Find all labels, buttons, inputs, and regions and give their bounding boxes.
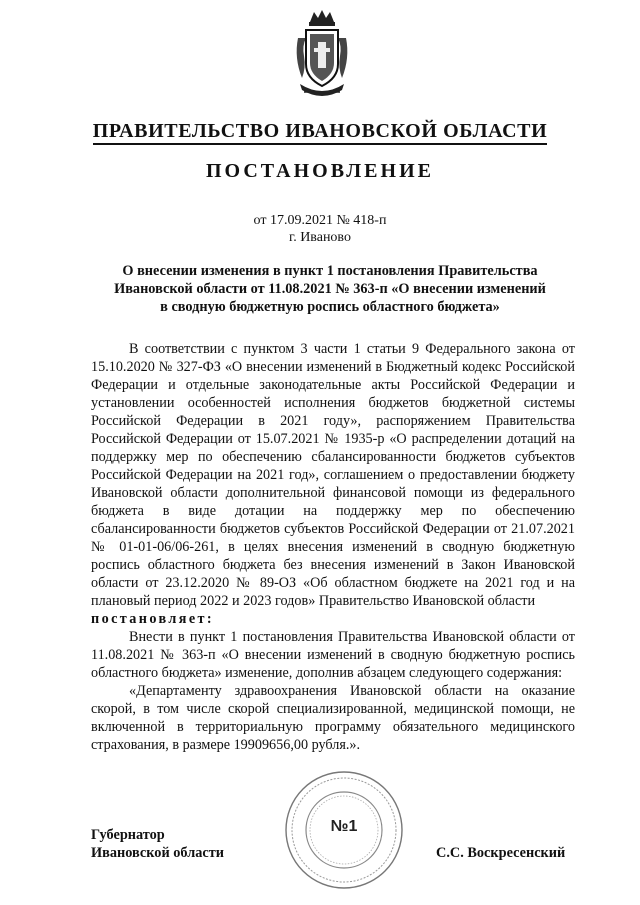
- government-name: ПРАВИТЕЛЬСТВО ИВАНОВСКОЙ ОБЛАСТИ: [93, 120, 548, 145]
- document-date-number: от 17.09.2021 № 418-п: [253, 213, 387, 228]
- coat-of-arms-icon: [292, 8, 352, 100]
- document-meta: [0, 212, 640, 246]
- document-body: [91, 340, 575, 754]
- signatory-name: С.С. Воскресенский: [436, 845, 566, 861]
- subject-line-3: в сводную бюджетную роспись областного бюджета»: [160, 299, 500, 315]
- document-city: г. Иваново: [289, 230, 351, 245]
- official-seal-icon: [282, 768, 406, 892]
- resolves-keyword-line: [91, 610, 575, 628]
- signatory-title-line-1: Губернатор: [91, 827, 165, 843]
- signatory-title-line-2: Ивановской области: [91, 845, 224, 861]
- document-type: ПОСТАНОВЛЕНИЕ: [206, 160, 434, 182]
- seal-number: №1: [330, 818, 358, 835]
- subject-line-1: О внесении изменения в пункт 1 постановления Правительства: [122, 263, 538, 279]
- body-paragraph-amendment: Внести в пункт 1 постановления Правительства Ивановской области от 11.08.2021 № 363-п «О внесении изменений в сводную бюджетную роспись областного бюджета» изменение, дополнив абзацем следующего содержания:: [91, 629, 575, 681]
- body-paragraph-preamble: В соответствии с пунктом 3 части 1 статьи 9 Федерального закона от 15.10.2020 № 327-ФЗ «О внесении изменений в Бюджетный кодекс Российской Федерации и отдельные законодательные акты Российской Федерации и установлении особенностей исполнения бюджетов бюджетной системы Российской Федерации в 2021 году», распоряжением Правительства Российской Федерации от 15.07.2021 № 1935-р «О распределении дотаций на поддержку мер по обеспечению сбалансированности бюджетов субъектов Российской Федерации на 2021 год», соглашением о предоставлении бюджету Ивановской области дополнительной финансовой помощи из федерального бюджета в виде дотации на поддержку мер по обеспечению сбалансированности бюджетов субъектов Российской Федерации от 21.07.2021 № 01-01-06/06-261, в целях внесения изменений в сводную бюджетную роспись областного бюджета без внесения изменений в Закон Ивановской области от 23.12.2020 № 89-ОЗ «Об областном бюджете на 2021 год и на плановый период 2022 и 2023 годов» Правительство Ивановской области: [91, 341, 575, 609]
- subject-line-2: Ивановской области от 11.08.2021 № 363-п «О внесении изменений: [114, 281, 546, 297]
- government-title: [0, 120, 640, 143]
- body-paragraph-quote: «Департаменту здравоохранения Ивановской области на оказание скорой, в том числе скорой специализированной, медицинской помощи, не включенной в территориальную программу обязательного медицинского страхования, в размере 19909656,00 рубля.».: [91, 683, 575, 753]
- document-subject: [90, 262, 570, 316]
- resolves-keyword: постановляет:: [91, 611, 215, 627]
- signatory-title: [91, 826, 224, 862]
